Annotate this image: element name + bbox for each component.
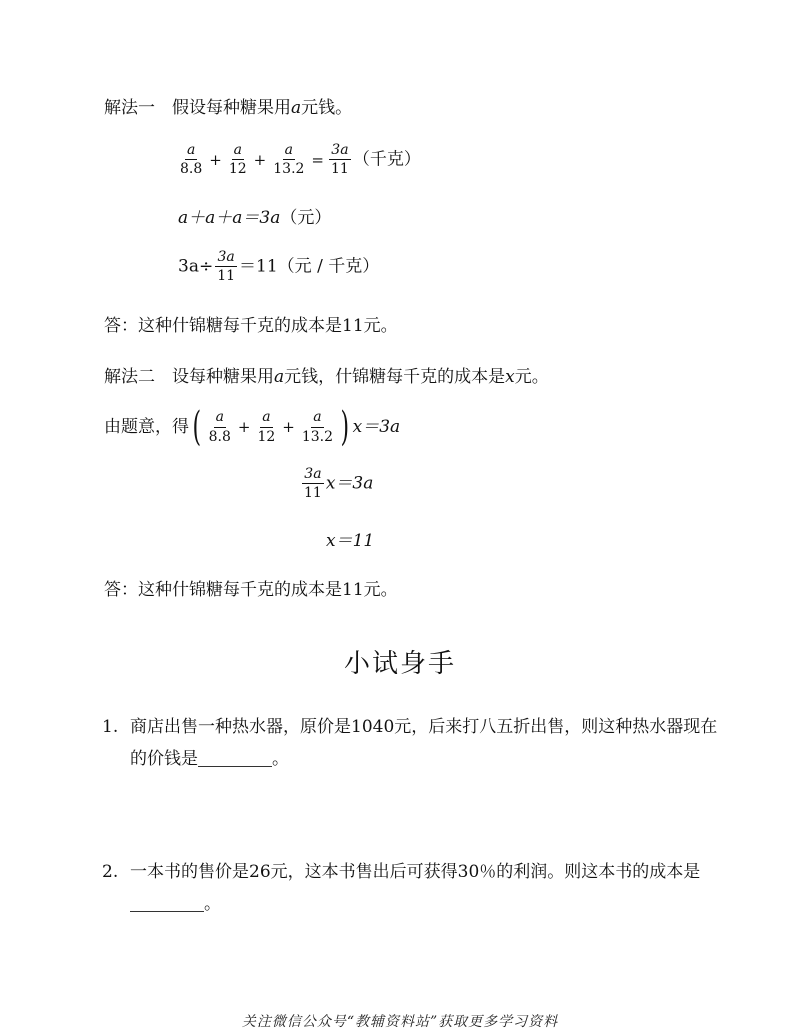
- method2-answer: 答：这种什锦糖每千克的成本是11元。: [104, 580, 398, 600]
- method1-equation-3: 3a÷ $\frac{3a}{11}$ ＝11（元 / 千克）: [178, 249, 380, 285]
- method1-equation-1: $\frac{a}{8.8}$ + $\frac{a}{12}$ + $\frac{a}{13.2}$ = $\frac{3a}{11}$ （千克）: [180, 142, 421, 178]
- method1-heading: 解法一 假设每种糖果用a元钱。: [104, 98, 353, 118]
- problem-number: 1.: [102, 717, 119, 737]
- section-title: 小试身手: [343, 649, 456, 679]
- method1-equation-2: a＋a＋a＝3a（元）: [178, 208, 332, 228]
- fraction: $\frac{a}{12}$: [228, 142, 247, 178]
- fraction: $\frac{3a}{11}$: [331, 142, 349, 178]
- fraction: $\frac{a}{8.8}$: [180, 142, 203, 178]
- fraction: $\frac{a}{8.8}$: [208, 409, 231, 445]
- fraction: $\frac{a}{13.2}$: [301, 409, 334, 445]
- problem-2: 2. 一本书的售价是26元，这本书售出后可获得30％的利润。则这本书的成本是。: [130, 856, 725, 921]
- method1-answer: 答：这种什锦糖每千克的成本是11元。: [104, 316, 398, 336]
- answer-blank[interactable]: [198, 749, 272, 767]
- method2-equation-3: x＝11: [326, 531, 375, 551]
- answer-blank[interactable]: [130, 894, 204, 912]
- problem-1: 1. 商店出售一种热水器，原价是1040元，后来打八五折出售，则这种热水器现在的价钱是 。: [130, 711, 725, 776]
- footer-watermark: 关注微信公众号“教辅资料站”获取更多学习资料: [241, 1014, 559, 1030]
- fraction: $\frac{3a}{11}$: [217, 249, 236, 285]
- problem-number: 2.: [102, 862, 119, 882]
- fraction: $\frac{a}{13.2}$: [273, 142, 305, 178]
- method2-equation-2: $\frac{3a}{11}$ x＝3a: [304, 466, 374, 502]
- fraction: $\frac{3a}{11}$: [304, 466, 322, 502]
- method2-heading: 解法二 设每种糖果用a元钱，什锦糖每千克的成本是x元。: [104, 367, 549, 387]
- fraction: $\frac{a}{12}$: [257, 409, 276, 445]
- method2-setup-equation: 由题意，得( $\frac{a}{8.8}$ + $\frac{a}{12}$ + $\frac{a}{13.2}$ ) x＝3a: [104, 404, 401, 450]
